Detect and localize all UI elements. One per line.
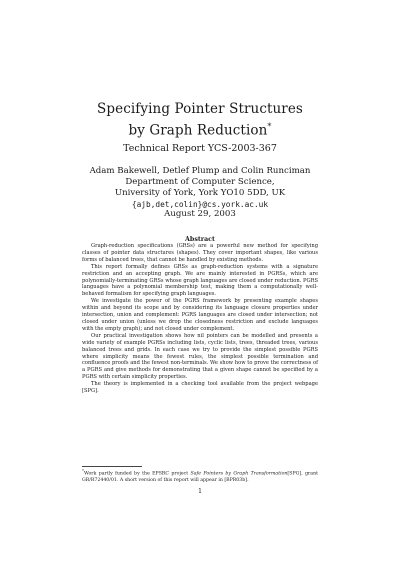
title-footnote-mark: *: [267, 122, 272, 131]
author-names: Adam Bakewell, Detlef Plump and Colin Runciman: [89, 166, 311, 176]
abstract-paragraph: Graph-reduction specifications (GRSs) are a powerful new method for specifying classes of pointer data structures (shapes). They cover important shapes, like various forms of balanced trees, that cannot be handled by existing methods.: [82, 243, 318, 263]
abstract-paragraph: The theory is implemented in a checking tool available from the project webpage [SPG].: [82, 381, 318, 395]
title-line-2: [0, 118, 400, 140]
page-number: 1: [198, 488, 202, 495]
report-number: Technical Report YCS-2003-367: [123, 143, 277, 154]
footnote-text-pre: Work partly funded by the EPSRC project: [83, 471, 191, 477]
affiliation-university: University of York, York YO10 5DD, UK: [114, 188, 286, 198]
affiliation-department: Department of Computer Science,: [125, 177, 275, 187]
abstract-heading: Abstract: [185, 236, 215, 243]
footnote-text-post: [SPG], grant GR/R72440/01. A short version of this report will appear in [BPR03b].: [82, 471, 318, 483]
abstract-body: [82, 243, 318, 395]
footnote-mark: *: [82, 468, 84, 473]
author-block: [0, 166, 400, 210]
footnote-project-title: Safe Pointers by Graph Transformation: [190, 471, 288, 477]
title-line-2-text: by Graph Reduction: [128, 122, 268, 139]
title-line-1: Specifying Pointer Structures: [97, 101, 303, 117]
abstract-paragraph: This report formally defines GRSs as graph-reduction systems with a signature restriction and an accepting graph. We are mainly interested in PGRSs, which are polynomially-terminating GRSs whose graph languages are closed under reduction. PGRS languages have a polynomial membership test, making them a computationally well-behaved formalism for specifying graph languages.: [82, 263, 318, 298]
publication-date: August 29, 2003: [164, 209, 236, 219]
footnote: [82, 468, 318, 484]
footnote-divider: [82, 466, 142, 467]
paper-title: [0, 101, 400, 140]
abstract-paragraph: We investigate the power of the PGRS framework by presenting example shapes within and beyond its scope and by considering its language closure properties under intersection, union and complement: PGRS languages are closed under intersection; not closed under union (unless we drop the closedness restriction and exclude languages with the empty graph); and not closed under complement.: [82, 298, 318, 332]
abstract-paragraph: Our practical investigation shows how nil pointers can be modelled and presents a wide variety of example PGRSs including lists, cyclic lists, trees, threaded trees, various balanced trees and grids. In each case we try to provide the simplest possible PGRS where simplicity means the fewest rules, the simplest possible termination and confluence proofs and the fewest non-terminals. We show how to prove the correctness of a PGRS and give methods for demonstrating that a given shape cannot be specified by a PGRS with certain simplicity properties.: [82, 332, 318, 381]
author-emails: {ajb,det,colin}@cs.york.ac.uk: [131, 200, 269, 209]
